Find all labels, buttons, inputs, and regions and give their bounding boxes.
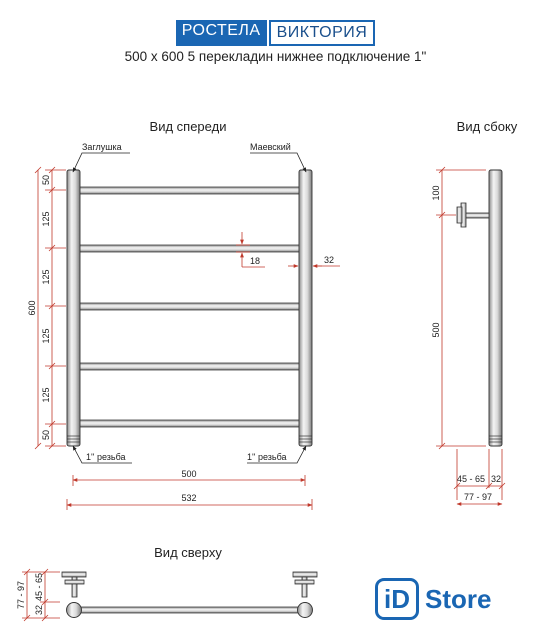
store-logo (375, 576, 491, 622)
front-view-title: Вид спереди (149, 119, 227, 134)
top-flange-left (62, 572, 86, 577)
dim-label: 125 (41, 328, 51, 344)
top-post-left (67, 603, 82, 618)
post-diameter-label: 32 (324, 255, 335, 265)
towel-bar (74, 245, 304, 252)
front-view (27, 142, 340, 510)
dim-label: 50 (41, 429, 51, 441)
towel-bar (74, 303, 304, 310)
logo-text: Store (425, 583, 492, 614)
right-post (299, 170, 312, 446)
top-view-title: Вид сверху (154, 545, 222, 560)
top-view (16, 569, 317, 621)
side-view (431, 167, 505, 504)
total-height-label: 600 (27, 300, 37, 316)
side-view-title: Вид сбоку (456, 119, 518, 134)
center-distance-label: 500 (181, 469, 197, 479)
top-bar (68, 607, 308, 613)
side-total-label: 77 - 97 (463, 492, 493, 502)
subtitle: 500 x 600 5 перекладин нижнее подключение 1" (124, 49, 427, 64)
logo-mark: iD (375, 578, 419, 620)
total-width-label: 532 (181, 493, 197, 503)
bracket-height-label: 100 (431, 185, 441, 201)
side-post (489, 170, 502, 446)
dim-label: 125 (41, 269, 51, 285)
towel-bar (74, 187, 304, 194)
left-post (67, 170, 80, 446)
side-post-label: 32 (491, 474, 502, 484)
dim-label: 50 (41, 174, 51, 186)
wall-bracket-rod (465, 213, 489, 218)
vertical-dim-labels (27, 175, 51, 440)
top-post-right (298, 603, 313, 618)
plug-label: Заглушка (82, 142, 122, 152)
thread-label-left: 1'' резьба (86, 452, 126, 462)
top-offset-label: 45 - 65 (34, 572, 44, 602)
vertical-dim-chain (35, 167, 66, 449)
top-total-label: 77 - 97 (16, 580, 26, 610)
thread-marks (67, 436, 312, 442)
brand-badge: РОСТЕЛА (176, 20, 267, 46)
dim-label: 125 (41, 387, 51, 403)
bar-diameter-label: 18 (250, 256, 261, 266)
towel-bar (74, 363, 304, 370)
model-badge: ВИКТОРИЯ (269, 20, 376, 46)
top-post-label: 32 (34, 604, 44, 616)
side-offset-label: 45 - 65 (457, 474, 486, 484)
mayevsky-label: Маевский (250, 142, 291, 152)
towel-bars (74, 187, 304, 427)
wall-flange (457, 207, 462, 223)
thread-label-right: 1'' резьба (247, 452, 287, 462)
towel-bar (74, 420, 304, 427)
dim-label: 125 (41, 211, 51, 227)
connection-height-label: 500 (431, 322, 441, 338)
top-flange-right (293, 572, 317, 577)
